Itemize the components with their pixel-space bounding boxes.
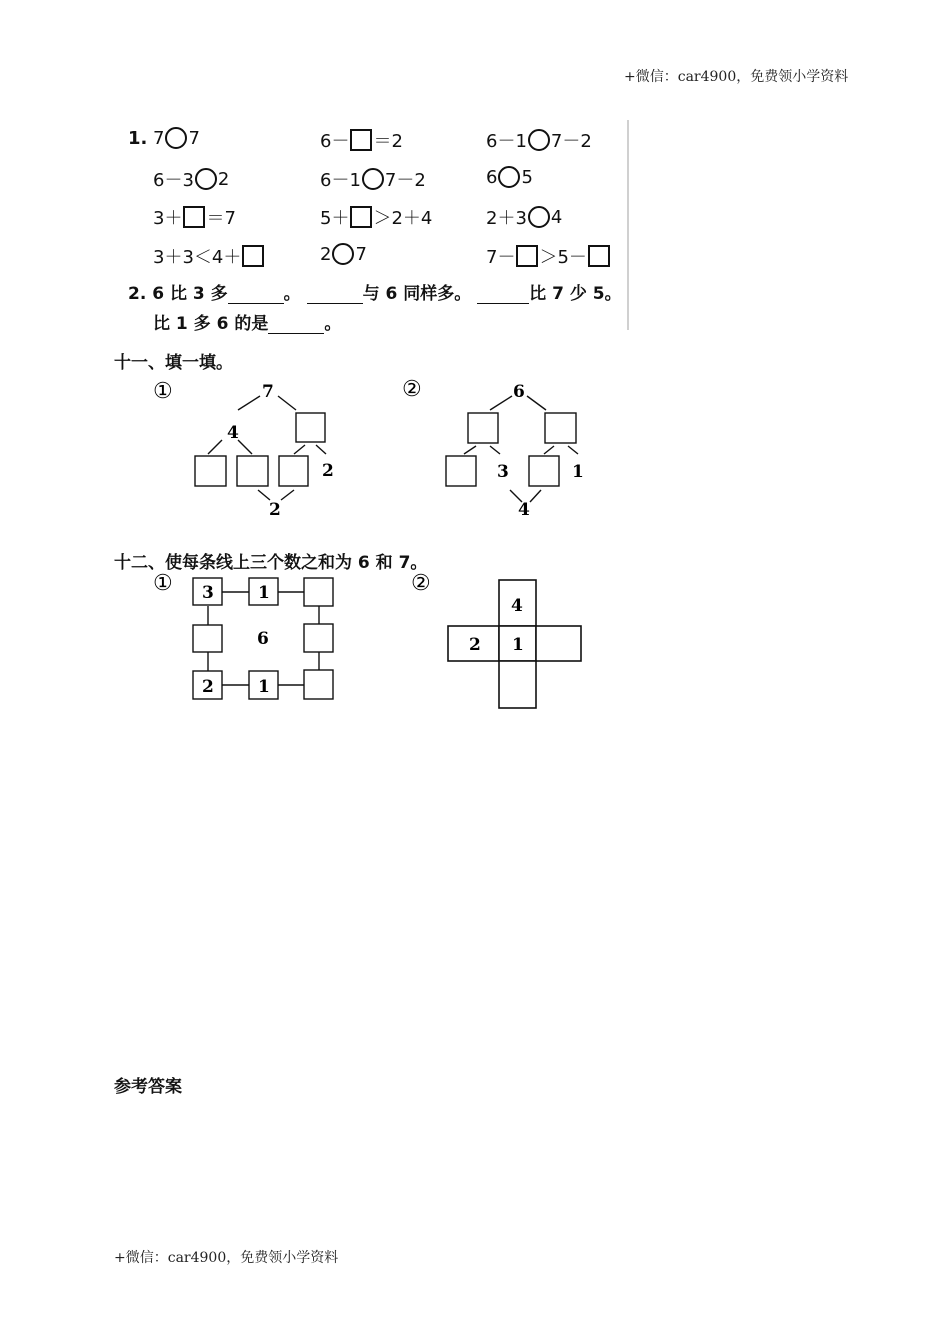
tree-2 bbox=[446, 396, 578, 502]
q2-label: 2. bbox=[128, 284, 147, 304]
q1-label: 1. bbox=[128, 128, 148, 149]
compare-circle[interactable] bbox=[362, 168, 384, 190]
tree-line bbox=[490, 396, 512, 410]
q1-text: ＝2 bbox=[373, 131, 403, 152]
q2-line-1 bbox=[128, 279, 622, 304]
fig-1-tl: 3 bbox=[202, 583, 214, 603]
fig-2-marker: ② bbox=[411, 571, 431, 596]
tree-line bbox=[530, 490, 541, 502]
q2-text: 与 6 同样多。 bbox=[362, 284, 472, 304]
q2-text: 比 1 多 6 的是 bbox=[153, 314, 269, 334]
q1-text: ＝7 bbox=[206, 208, 236, 229]
tree-1 bbox=[195, 396, 326, 500]
tree-box[interactable] bbox=[279, 456, 308, 486]
fig-1-bl: 2 bbox=[202, 677, 214, 697]
q2-blank-4[interactable] bbox=[268, 315, 324, 334]
q1-text: 2 bbox=[217, 168, 230, 190]
fig-2-left: 2 bbox=[469, 635, 481, 655]
q1-text: 4 bbox=[550, 206, 563, 228]
q1-r1-c3 bbox=[486, 127, 592, 153]
q1-r3-c1 bbox=[153, 204, 236, 230]
tree-line bbox=[316, 445, 326, 454]
fig-1-box[interactable] bbox=[304, 578, 333, 606]
q1-text: 7 bbox=[188, 127, 200, 149]
answer-box[interactable] bbox=[350, 206, 372, 228]
q2-blank-2[interactable] bbox=[307, 285, 363, 304]
tree-2-marker: ② bbox=[402, 377, 422, 402]
tree-line bbox=[568, 446, 578, 454]
fig-2-cell[interactable] bbox=[499, 661, 536, 708]
footer-watermark: +微信：car4900，免费领小学资料 bbox=[114, 1250, 339, 1266]
answers-title: 参考答案 bbox=[114, 1077, 182, 1097]
tree-box[interactable] bbox=[296, 413, 325, 442]
tree-box[interactable] bbox=[195, 456, 226, 486]
q1-r4-c3 bbox=[486, 243, 611, 269]
q1-text: 3＋ bbox=[153, 208, 183, 229]
q2-text: 。 bbox=[324, 314, 342, 334]
q1-text: 6－3 bbox=[153, 170, 194, 191]
fig-1-center: 6 bbox=[257, 629, 269, 649]
q2-text: 。 bbox=[283, 284, 301, 304]
q1-text: 7 bbox=[153, 127, 165, 149]
tree-2-top: 6 bbox=[513, 382, 525, 402]
fig-1-tm: 1 bbox=[258, 583, 270, 603]
q2-line-2 bbox=[153, 309, 341, 334]
q1-text: 6－ bbox=[320, 131, 350, 152]
tree-box[interactable] bbox=[237, 456, 268, 486]
answer-box[interactable] bbox=[516, 245, 538, 267]
answer-box[interactable] bbox=[242, 245, 264, 267]
compare-circle[interactable] bbox=[498, 166, 520, 188]
fig-2-top: 4 bbox=[511, 596, 523, 616]
answer-box[interactable] bbox=[588, 245, 610, 267]
q1-r1-c1 bbox=[153, 127, 200, 149]
tree-2-side-right: 1 bbox=[572, 462, 584, 482]
q1-r1-c2 bbox=[320, 127, 403, 153]
fig-1-box[interactable] bbox=[304, 624, 333, 652]
q2-text: 比 7 少 5。 bbox=[529, 284, 622, 304]
q1-r2-c3 bbox=[486, 166, 533, 188]
compare-circle[interactable] bbox=[332, 243, 354, 265]
tree-2-mid: 3 bbox=[497, 462, 509, 482]
q1-r3-c3 bbox=[486, 204, 562, 230]
answer-box[interactable] bbox=[350, 129, 372, 151]
header-watermark: +微信：car4900，免费领小学资料 bbox=[624, 69, 849, 85]
q2-blank-3[interactable] bbox=[477, 285, 529, 304]
q1-text: 6－1 bbox=[486, 131, 527, 152]
compare-circle[interactable] bbox=[528, 129, 550, 151]
answer-box[interactable] bbox=[183, 206, 205, 228]
fig-2-center: 1 bbox=[512, 635, 524, 655]
tree-line bbox=[238, 396, 260, 410]
tree-line bbox=[294, 445, 305, 454]
tree-1-marker: ① bbox=[153, 379, 173, 404]
q1-text: ＞5－ bbox=[539, 247, 587, 268]
fig-1-bm: 1 bbox=[258, 677, 270, 697]
tree-1-bottom: 2 bbox=[269, 500, 281, 520]
q1-r2-c1 bbox=[153, 166, 229, 192]
tree-line bbox=[490, 446, 500, 454]
tree-1-side-right: 2 bbox=[322, 461, 334, 481]
q1-text: 7 bbox=[355, 243, 367, 265]
section-11-trees bbox=[140, 372, 620, 527]
q1-text: 2＋3 bbox=[486, 208, 527, 229]
q1-text: 5＋ bbox=[320, 208, 350, 229]
q1-r4-c1 bbox=[153, 243, 265, 269]
section-12-figures bbox=[140, 568, 600, 713]
fig-2-cell[interactable] bbox=[536, 626, 581, 661]
fig-1-marker: ① bbox=[153, 571, 173, 596]
tree-box[interactable] bbox=[529, 456, 559, 486]
q1-r2-c2 bbox=[320, 166, 426, 192]
q1-text: 7－2 bbox=[550, 131, 592, 152]
fig-1-box[interactable] bbox=[193, 625, 222, 652]
q1-text: 2 bbox=[320, 243, 332, 265]
tree-2-bottom: 4 bbox=[518, 500, 530, 520]
tree-line bbox=[238, 440, 252, 454]
tree-1-top: 7 bbox=[262, 382, 274, 402]
q2-text: 6 比 3 多 bbox=[152, 284, 228, 304]
q1-text: 3＋3＜4＋ bbox=[153, 247, 242, 268]
q1-text: 6 bbox=[486, 166, 498, 188]
q2-blank-1[interactable] bbox=[228, 285, 284, 304]
tree-line bbox=[544, 446, 554, 454]
compare-circle[interactable] bbox=[165, 127, 187, 149]
q1-text: 5 bbox=[521, 166, 533, 188]
tree-line bbox=[527, 396, 546, 410]
tree-box[interactable] bbox=[545, 413, 576, 443]
tree-box[interactable] bbox=[446, 456, 476, 486]
tree-line bbox=[278, 396, 296, 410]
q1-r3-c2 bbox=[320, 204, 432, 230]
q1-text: 6－1 bbox=[320, 170, 361, 191]
tree-1-mid-left: 4 bbox=[227, 423, 239, 443]
section-12-title: 十二、使每条线上三个数之和为 6 和 7。 bbox=[114, 553, 428, 573]
tree-line bbox=[281, 490, 294, 500]
tree-box[interactable] bbox=[468, 413, 498, 443]
scan-edge-line bbox=[627, 120, 629, 330]
section-11-title: 十一、填一填。 bbox=[114, 353, 233, 373]
tree-line bbox=[464, 446, 476, 454]
tree-line bbox=[208, 440, 222, 454]
q1-r4-c2 bbox=[320, 243, 367, 265]
compare-circle[interactable] bbox=[528, 206, 550, 228]
q1-text: ＞2＋4 bbox=[373, 208, 433, 229]
fig-1-box[interactable] bbox=[304, 670, 333, 699]
q1-text: 7－2 bbox=[384, 170, 426, 191]
q1-text: 7－ bbox=[486, 247, 516, 268]
tree-line bbox=[258, 490, 270, 500]
compare-circle[interactable] bbox=[195, 168, 217, 190]
